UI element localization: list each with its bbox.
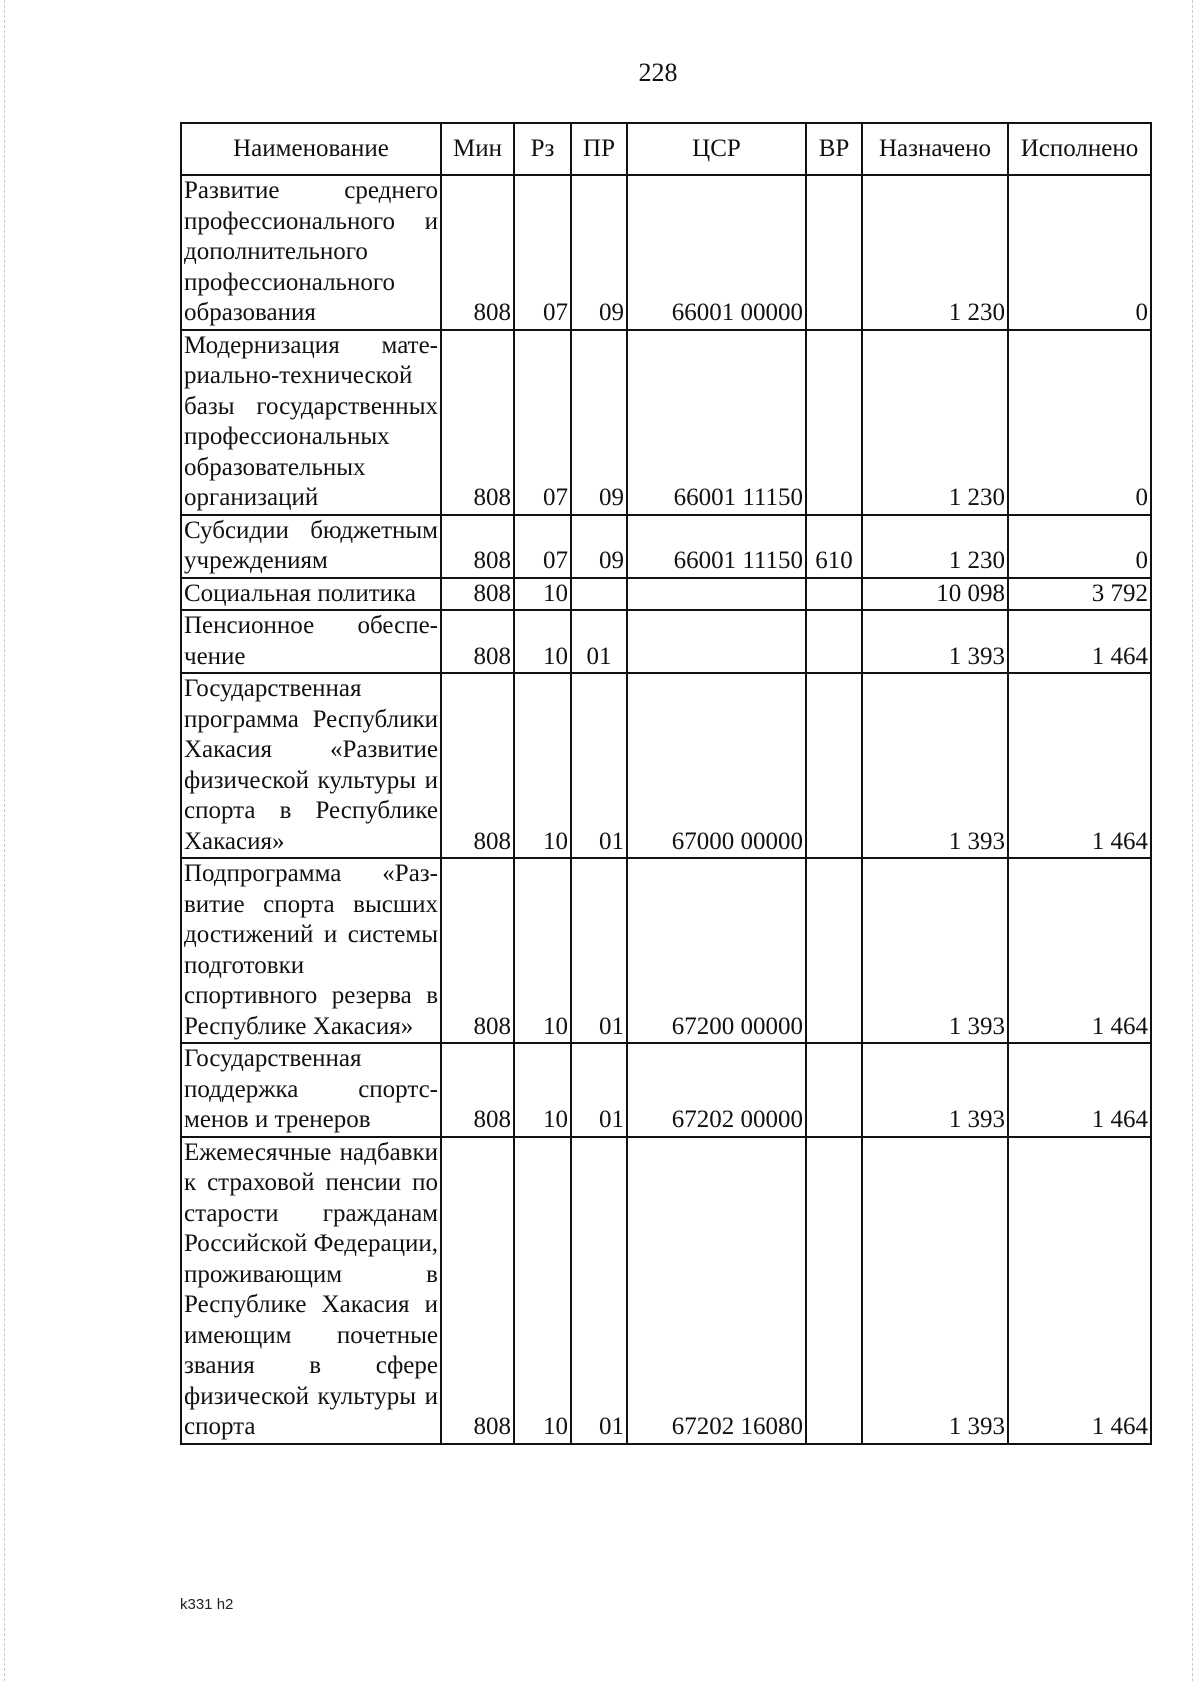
row-rz: 10 <box>514 673 571 858</box>
row-assigned: 1 230 <box>862 175 1008 330</box>
row-csr <box>627 578 806 611</box>
row-min: 808 <box>441 330 514 515</box>
row-pr: 01 <box>571 1137 627 1444</box>
row-vr <box>806 1043 862 1137</box>
row-pr: 01 <box>571 858 627 1043</box>
page-number: 228 <box>638 58 678 87</box>
row-rz: 10 <box>514 610 571 673</box>
header-vr: ВР <box>806 123 862 175</box>
row-rz: 10 <box>514 1043 571 1137</box>
row-pr <box>571 578 627 611</box>
row-name: Государственная программа Республики Хакасия «Развитие физической культуры и спорта в Республике Хакасия» <box>181 673 441 858</box>
table-row <box>181 858 1151 1043</box>
left-edge-line <box>4 0 5 1681</box>
table-row <box>181 578 1151 611</box>
row-csr: 66001 11150 <box>627 330 806 515</box>
table-row <box>181 175 1151 330</box>
row-min: 808 <box>441 578 514 611</box>
right-edge-line <box>1192 0 1193 1681</box>
row-rz: 07 <box>514 175 571 330</box>
row-executed: 3 792 <box>1008 578 1151 611</box>
row-min: 808 <box>441 673 514 858</box>
row-executed: 0 <box>1008 175 1151 330</box>
table-row <box>181 330 1151 515</box>
row-assigned: 1 393 <box>862 1043 1008 1137</box>
row-rz: 10 <box>514 578 571 611</box>
row-executed: 1 464 <box>1008 673 1151 858</box>
row-name: Развитие среднего профессионального и дополнительного профессионального образования <box>181 175 441 330</box>
table-row <box>181 1043 1151 1137</box>
header-pr: ПР <box>571 123 627 175</box>
header-name: Наименование <box>181 123 441 175</box>
row-min: 808 <box>441 858 514 1043</box>
header-csr: ЦСР <box>627 123 806 175</box>
document-code: k331 h2 <box>180 1596 234 1613</box>
row-name: Субсидии бюджетным учреждениям <box>181 515 441 578</box>
row-name: Ежемесячные надбавки к страховой пенсии по старости гражданам Российской Федерации, проживающим в Республике Хакасия и имеющим почетные звания в сфере физической культуры и спорта <box>181 1137 441 1444</box>
row-vr <box>806 1137 862 1444</box>
row-name: Модернизация материально-технической базы государственных профессиональных образовательных организаций <box>181 330 441 515</box>
row-pr: 09 <box>571 330 627 515</box>
row-vr: 610 <box>806 515 862 578</box>
row-pr: 01 <box>571 1043 627 1137</box>
row-rz: 10 <box>514 858 571 1043</box>
row-name: Пенсионное обеспечение <box>181 610 441 673</box>
header-assigned: Назначено <box>862 123 1008 175</box>
table-row <box>181 610 1151 673</box>
row-assigned: 1 393 <box>862 673 1008 858</box>
row-vr <box>806 858 862 1043</box>
row-assigned: 1 230 <box>862 515 1008 578</box>
row-executed: 1 464 <box>1008 610 1151 673</box>
row-csr: 67200 00000 <box>627 858 806 1043</box>
row-assigned: 1 230 <box>862 330 1008 515</box>
row-min: 808 <box>441 515 514 578</box>
row-rz: 10 <box>514 1137 571 1444</box>
row-executed: 1 464 <box>1008 1043 1151 1137</box>
row-executed: 0 <box>1008 330 1151 515</box>
row-csr: 67202 00000 <box>627 1043 806 1137</box>
row-csr <box>627 610 806 673</box>
table-row <box>181 673 1151 858</box>
row-name: Государственная поддержка спортсменов и тренеров <box>181 1043 441 1137</box>
row-vr <box>806 578 862 611</box>
row-csr: 67202 16080 <box>627 1137 806 1444</box>
row-assigned: 1 393 <box>862 610 1008 673</box>
header-rz: Рз <box>514 123 571 175</box>
row-csr: 66001 00000 <box>627 175 806 330</box>
row-assigned: 1 393 <box>862 858 1008 1043</box>
table-header-row <box>181 123 1151 175</box>
row-executed: 1 464 <box>1008 858 1151 1043</box>
row-min: 808 <box>441 1043 514 1137</box>
row-csr: 66001 11150 <box>627 515 806 578</box>
row-vr <box>806 330 862 515</box>
header-executed: Исполнено <box>1008 123 1151 175</box>
row-executed: 0 <box>1008 515 1151 578</box>
budget-table <box>180 122 1152 1445</box>
row-min: 808 <box>441 610 514 673</box>
row-min: 808 <box>441 1137 514 1444</box>
row-vr <box>806 673 862 858</box>
row-rz: 07 <box>514 330 571 515</box>
row-executed: 1 464 <box>1008 1137 1151 1444</box>
row-vr <box>806 175 862 330</box>
table-row <box>181 515 1151 578</box>
row-pr: 01 <box>571 610 627 673</box>
row-pr: 09 <box>571 175 627 330</box>
row-name: Подпрограмма «Развитие спорта высших достижений и системы подготовки спортивного резерва в Республике Хакасия» <box>181 858 441 1043</box>
row-pr: 09 <box>571 515 627 578</box>
row-assigned: 1 393 <box>862 1137 1008 1444</box>
row-rz: 07 <box>514 515 571 578</box>
row-csr: 67000 00000 <box>627 673 806 858</box>
row-pr: 01 <box>571 673 627 858</box>
row-name: Социальная политика <box>181 578 441 611</box>
table-row <box>181 1137 1151 1444</box>
row-min: 808 <box>441 175 514 330</box>
row-vr <box>806 610 862 673</box>
row-assigned: 10 098 <box>862 578 1008 611</box>
header-min: Мин <box>441 123 514 175</box>
